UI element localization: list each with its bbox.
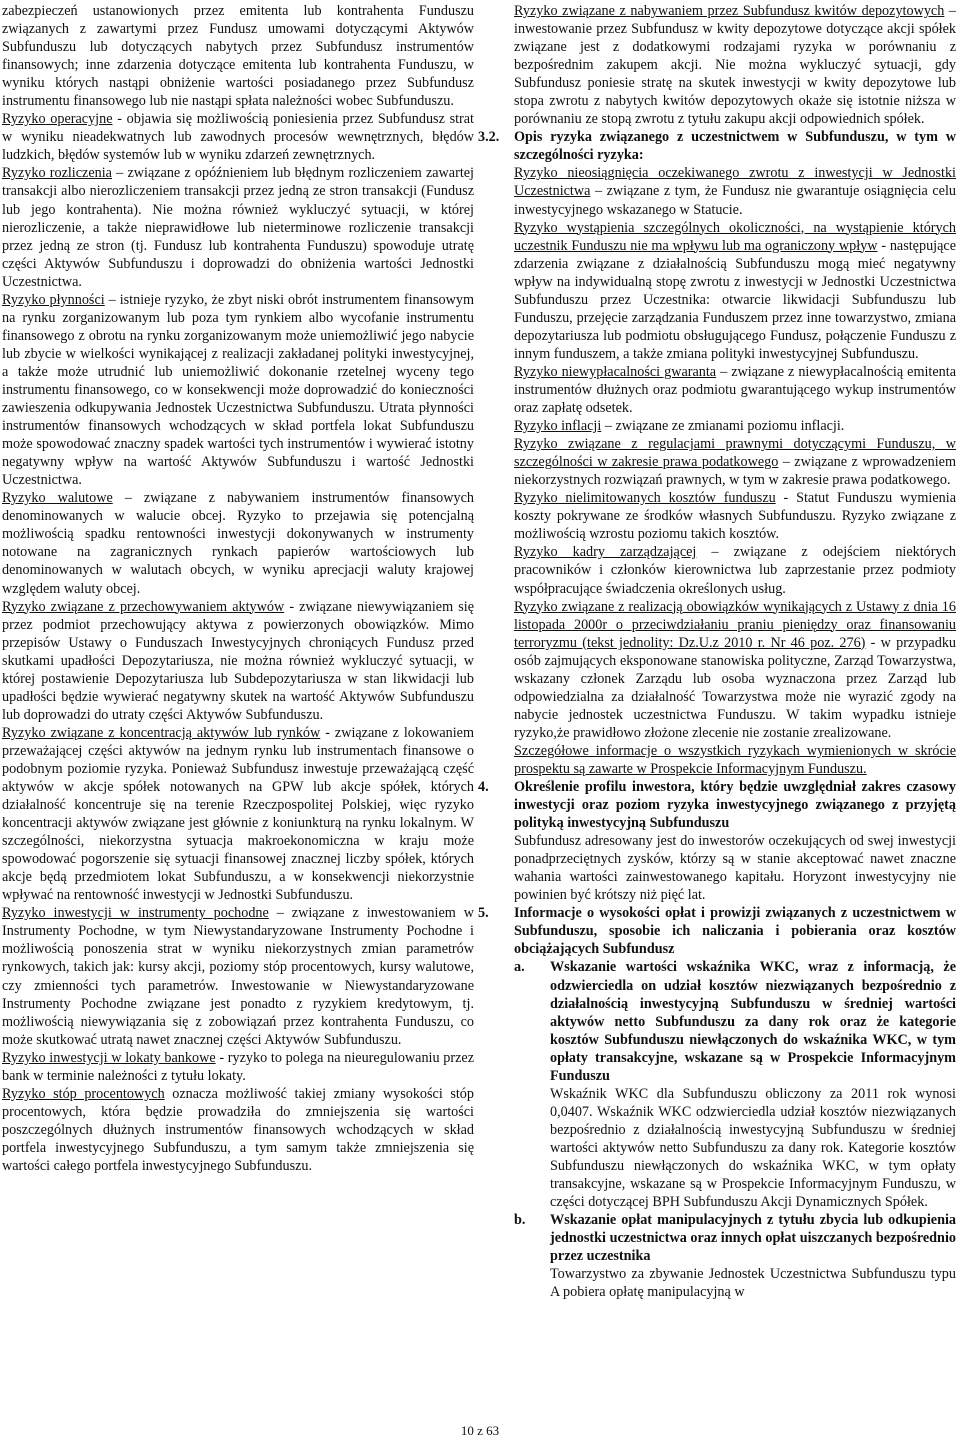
- risk-text: - ryzyko to polega na nieuregulowaniu przez bank w terminie należności z tytułu lokaty.: [2, 1049, 474, 1084]
- page-number: 10 z 63: [460, 1423, 500, 1438]
- risk-label: Ryzyko wystąpienia szczególnych okoliczności, na wystąpienie których uczestnik Funduszu nie ma wpływu lub ma ograniczony wpływ: [514, 219, 956, 254]
- left-column: [2, 2, 474, 1175]
- subsection-letter: a.: [514, 959, 525, 976]
- risk-label: Ryzyko operacyjne: [2, 111, 113, 128]
- section-number: 3.2.: [478, 129, 500, 146]
- subsection-title: Wskazanie wartości wskaźnika WKC, wraz z informacją, że odzwierciedla on udział kosztów niezwiązanych bezpośrednio z działalnością inwestycyjną Subfunduszu w średniej wartości aktywów netto Subfunduszu za dany rok oraz że kategorie kosztów Subfunduszu niewłączonych do wskaźnika WKC, w tym opłaty transakcyjne, wskazane są w Prospekcie Informacyjnym Funduszu: [550, 959, 956, 1084]
- risk-label: Ryzyko inflacji: [514, 418, 602, 435]
- section-5: [478, 904, 956, 958]
- subsection-title: Wskazanie opłat manipulacyjnych z tytułu zbycia lub odkupienia jednostki uczestnictwa oraz innych opłat uiszczanych bezpośrednio przez uczestnika: [550, 1212, 956, 1265]
- risk-label: Ryzyko związane z nabywaniem przez Subfundusz kwitów depozytowych: [514, 3, 945, 19]
- risk-text: – związane z wprowadzeniem niekorzystnych rozwiązań prawnych, w tym w zakresie prawa podatkowego.: [514, 454, 956, 489]
- section-number: 5.: [478, 905, 489, 922]
- risk-text: - związane z lokowaniem przeważającej części aktywów na jednym rynku lub instrumentach finansowe o podobnym poziomie ryzyka. Ponieważ Subfundusz inwestuje przeważającą część aktywów w akcje spółek notowanych na GPW lub akcje spółek, których działalność koncentruje się na terenie Rzeczpospolitej Polskiej, więc ryzyko koncentracji aktywów związane jest głównie z koniunkturą na rynku lokalnym. W szczególności, niekorzystna sytuacja makroekonomiczna w kraju może spowodować pogorszenie się sytuacji finansowej znacznej liczby spółek, których akcje będą przedmiotem lokat Subfunduszu, a w konsekwencji niekorzystnie wpływać na rentowność inwestycji w Jednostki Subfunduszu.: [2, 724, 474, 904]
- risk-label: Ryzyko rozliczenia: [2, 165, 112, 182]
- paragraph-inflation-risk: [478, 417, 956, 435]
- section-title: Określenie profilu inwestora, który będzie uwzględniał zakres czasowy inwestycji oraz poziom ryzyka inwestycyjnego związanego z przyjętą polityką inwestycyjną Subfunduszu: [514, 779, 956, 832]
- risk-text: - objawia się możliwością poniesienia przez Subfundusz strat w wyniku nieadekwatnych lub zawodnych procesów wewnętrznych, błędów ludzkich, błędów systemów lub w wyniku zdarzeń zewnętrznych.: [2, 111, 475, 164]
- paragraph-depositary-receipts-risk: [478, 2, 956, 128]
- paragraph-investor-profile: Subfundusz adresowany jest do inwestorów oczekujących od swej inwestycji ponadprzeciętnych zysków, którzy są w stanie akceptować nawet znaczne wahania wartości zainwestowanego kapitału. Horyzont inwestycyjny nie powinien być krótszy niż pięć lat.: [514, 833, 956, 904]
- risk-text: - związane niewywiązaniem się przez podmiot przechowujący aktywa z powierzonych obowiązków. Mimo przepisów Ustawy o Funduszach Inwestycyjnych chroniących Fundusz przed skutkami upadłości Depozytariusza, nie można również wykluczyć sytuacji, w której postawienie Depozytariusza lub Subdepozytariusza w stan likwidacji lub upadłości będzie wywierać negatywny skutek na wartość Aktywów Subfunduszu lub doprowadzi do utraty części Aktywów Subfunduszu.: [2, 598, 475, 723]
- risk-label: Ryzyko walutowe: [2, 490, 113, 507]
- risk-text: – związane ze zmianami poziomu inflacji.: [601, 418, 845, 435]
- paragraph-derivatives-risk: [2, 904, 474, 1048]
- paragraph-return-risk: [478, 164, 956, 218]
- paragraph-interest-rate-risk: [2, 1085, 474, 1175]
- risk-label: Ryzyko związane z koncentracją aktywów lub rynków: [2, 724, 321, 741]
- section-3-2: [478, 128, 956, 164]
- risk-label: Ryzyko niewypłacalności gwaranta: [514, 363, 717, 380]
- risk-text: – istnieje ryzyko, że zbyt niski obrót instrumentem finansowym na rynku zorganizowanym lub poza tym rynkiem albo wycofanie instrumentu finansowego z obrotu na rynku zorganizowanym może uniemożliwić jego nabycie lub zbycie w wielkości wynikającej z realizacji zakładanej polityki inwestycyjnej, a także może utrudnić lub uniemożliwić dokonanie rzetelnej wyceny tego instrumentu finansowego, co w konsekwencji może doprowadzić do konieczności zawieszenia odkupywania Jednostek Uczestnictwa Subfunduszu. Utrata płynności instrumentów finansowych wchodzących w skład portfela lokat Subfunduszu może spowodować znaczny spadek wartości tych instrumentów i wywierać istotny negatywny wpływ na wartość Aktywów Subfunduszu i wartość Jednostki Uczestnictwa.: [2, 291, 474, 489]
- paragraph-wkc: Wskaźnik WKC dla Subfunduszu obliczony za 2011 rok wynosi 0,0407. Wskaźnik WKC odzwierciedla udział kosztów niezwiązanych bezpośrednio z działalnością inwestycyjną Subfunduszu w średniej wartości aktywów netto Subfunduszu za dany rok. Kategorie kosztów Subfunduszu niewłączonych do wskaźnika WKC, w tym opłaty transakcyjne, wskazane są w Prospekcie Informacyjnym Funduszu, w części dotyczącej BPH Subfunduszu Akcji Dynamicznych Spółek.: [550, 1085, 956, 1211]
- risk-label: Ryzyko inwestycji w lokaty bankowe: [2, 1049, 216, 1066]
- paragraph-costs-risk: [478, 489, 956, 543]
- risk-text: – inwestowanie przez Subfundusz w kwity depozytowe dotyczące akcji spółek związane jest z dodatkowymi rodzajami ryzyka w porównaniu z bezpośrednim zakupem akcji. Nie można wykluczyć sytuacji, gdy Subfundusz poniesie stratę na skutek inwestycji w kwity depozytowe lub stopa zwrotu z nabytych kwitów depozytowych okaże się istotnie niższa w porównaniu ze stopą zwrotu z tytułu zakupu akcji odpowiednich spółek.: [514, 3, 957, 128]
- risk-text: - następujące zdarzenia związane z działalnością Subfunduszu mogą mieć negatywny wpływ na indywidualną stopę zwrotu z inwestycji w Jednostki Uczestnictwa Subfunduszu przez Uczestnika: otwarcie likwidacji Subfunduszu lub Funduszu, przejęcie zarządzania Funduszem przez inne towarzystwo, zmiana depozytariusza lub podmiotu obsługującego Fundusz, połączenie Funduszu z innym funduszem, a także zmiana polityki inwestycyjnej Subfunduszu.: [514, 237, 956, 362]
- risk-text: oznacza możliwość takiej zmiany wysokości stóp procentowych, która będzie prowadziła do zmniejszenia się wartości poszczególnych dłużnych instrumentów finansowych wchodzących w skład portfela inwestycyjnego Subfunduszu, a tym samym także zmniejszenia się wartości całego portfela inwestycyjnego Subfunduszu.: [2, 1085, 474, 1174]
- risk-text: – związane z nabywaniem instrumentów finansowych denominowanych w walucie obcej. Ryzyko to przejawia się potencjalną możliwością spadku rentowności inwestycji dokonywanych w instrumenty notowane na zagranicznych rynkach papierów wartościowych lub denominowanych w walutach obcych, w wyniku aprecjacji waluty krajowej względem waluty obcej.: [2, 490, 474, 597]
- right-column: [478, 2, 956, 1301]
- paragraph-concentration-risk: [2, 724, 474, 904]
- paragraph-guarantor-risk: [478, 363, 956, 417]
- section-number: 4.: [478, 779, 489, 796]
- risk-text: – związane z tym, że Fundusz nie gwarantuje osiągnięcia celu inwestycyjnego wskazanego w Statucie.: [514, 183, 956, 218]
- paragraph-detailed-info: Szczegółowe informacje o wszystkich ryzykach wymienionych w skrócie prospektu są zawarte w Prospekcie Informacyjnym Funduszu.: [514, 742, 956, 777]
- risk-text: – związane z niewypłacalnością emitenta instrumentów dłużnych oraz podmiotu gwarantującego wykup instrumentów oraz zapłatę odsetek.: [514, 363, 956, 417]
- risk-label: Ryzyko związane z realizacją obowiązków wynikających z Ustawy z dnia 16 listopada 2000r o przeciwdziałaniu praniu pieniędzy oraz finansowaniu terroryzmu (tekst jednolity: Dz.U.z 2010 r. Nr 46 poz. 276): [514, 598, 956, 651]
- subsection-b: [478, 1211, 956, 1265]
- risk-label: Ryzyko związane z przechowywaniem aktywów: [2, 598, 285, 615]
- risk-label: Ryzyko związane z regulacjami prawnymi dotyczącymi Funduszu, w szczególności w zakresie prawa podatkowego: [514, 436, 956, 471]
- paragraph-operational-risk: [2, 110, 474, 164]
- risk-label: Ryzyko inwestycji w instrumenty pochodne: [2, 905, 269, 922]
- paragraph-liquidity-risk: [2, 291, 474, 490]
- risk-text: - w przypadku osób zajmujących eksponowane stanowiska polityczne, Zarząd Towarzystwa, wskazany członek Zarządu lub osoba wyznaczona przez Zarząd lub odpowiedzialna za działalność Towarzystwa może nie wyrazić zgody na nabycie jednostek uczestnictwa Funduszu. W takim wypadku istnieje ryzyko,że prawidłowo złożone zlecenie nie zostanie zrealizowane.: [514, 634, 957, 741]
- paragraph-continuation: zabezpieczeń ustanowionych przez emitenta lub kontrahenta Funduszu związanych z zawartymi przez Fundusz umowami dotyczącymi Aktywów Subfunduszu lub dotyczących nabytych przez Subfundusz instrumentów finansowych; inne zdarzenia dotyczące emitenta lub kontrahenta Funduszu, w wyniku których nastąpi obniżenie wartości posiadanego przez Subfundusz instrumentu finansowego lub nie nastąpi spłata należności wobec Subfunduszu.: [2, 3, 474, 110]
- section-4: [478, 778, 956, 832]
- risk-text: - Statut Funduszu wymienia koszty pokrywane ze środków własnych Subfunduszu. Ryzyko związane z możliwością wzrostu poziomu takich kosztów.: [514, 490, 956, 543]
- risk-label: Ryzyko kadry zarządzającej: [514, 544, 697, 561]
- paragraph-fees: Towarzystwo za zbywanie Jednostek Uczestnictwa Subfunduszu typu A pobiera opłatę manipulacyjną w: [550, 1266, 956, 1301]
- risk-label: Ryzyko nielimitowanych kosztów funduszu: [514, 490, 776, 507]
- section-title: Informacje o wysokości opłat i prowizji związanych z uczestnictwem w Subfunduszu, sposobie ich naliczania i pobierania oraz kosztów obciążających Subfundusz: [514, 905, 956, 958]
- paragraph-aml-risk: [478, 598, 956, 742]
- paragraph-currency-risk: [2, 489, 474, 597]
- subsection-a: [478, 958, 956, 1084]
- risk-label: Ryzyko nieosiągnięcia oczekiwanego zwrotu z inwestycji w Jednostki Uczestnictwa: [514, 165, 956, 200]
- subsection-letter: b.: [514, 1212, 526, 1229]
- section-title: Opis ryzyka związanego z uczestnictwem w Subfunduszu, w tym w szczególności ryzyka:: [514, 129, 956, 164]
- risk-label: Ryzyko stóp procentowych: [2, 1085, 165, 1102]
- paragraph-regulation-risk: [478, 435, 956, 489]
- paragraph-special-circumstances-risk: [478, 219, 956, 363]
- paragraph-deposit-risk: [2, 1049, 474, 1085]
- risk-text: – związane z odejściem niektórych pracowników i członków kierownictwa lub zaprzestanie przez podmioty współpracujące świadczenia określonych usług.: [514, 544, 956, 597]
- paragraph-management-risk: [478, 543, 956, 597]
- paragraph-settlement-risk: [2, 164, 474, 290]
- risk-text: – związane z inwestowaniem w Instrumenty Pochodne, w tym Niewystandaryzowane Instrumenty Pochodne i możliwością ponoszenia strat w wyniku niekorzystnych zmian parametrów rynkowych, takich jak: kursy akcji, poziomy stóp procentowych, kursy walutowe, czy zmienności tych parametrów. Inwestowanie w Niewystandaryzowane Instrumenty Pochodne związane jest ponadto z ryzykiem kredytowym, tj. możliwością niewywiązania się z zobowiązań przez kontrahenta Funduszu, co może skutkować utratą nawet znacznej części Aktywów Subfunduszu.: [2, 905, 474, 1048]
- risk-text: – związane z opóźnieniem lub błędnym rozliczeniem zawartej transakcji albo nierozliczeniem transakcji przez jedną ze stron transakcji (Fundusz lub jego kontrahenta). Nie można również wykluczyć sytuacji, w której nierozliczenie, a także nieprawidłowe lub nieterminowe rozliczenie transakcji przez jedną ze stron (tj. Fundusz lub kontrahenta Funduszu) spowoduje utratę części Aktywów Subfunduszu i doprowadzi do obniżenia wartości Jednostki Uczestnictwa.: [2, 165, 474, 290]
- paragraph-custody-risk: [2, 598, 474, 724]
- risk-label: Ryzyko płynności: [2, 291, 105, 308]
